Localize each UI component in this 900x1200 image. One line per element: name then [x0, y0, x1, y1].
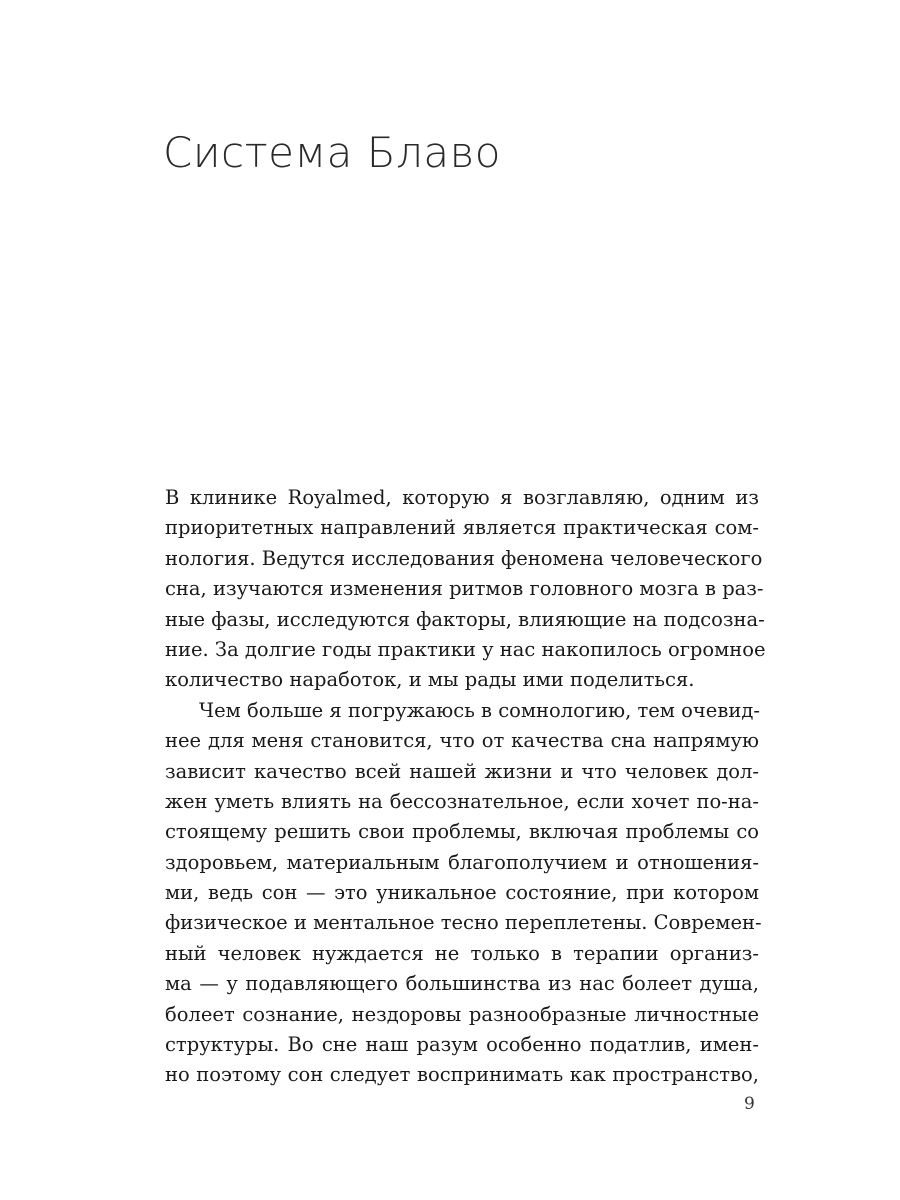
text-line: ние. За долгие годы практики у нас накопилось огромное — [165, 637, 766, 661]
text-line: жен уметь влиять на бессознательное, если хочет по-на- — [165, 789, 759, 813]
text-line: болеет сознание, нездоровы разнообразные личностные — [165, 1002, 759, 1026]
page-number: 9 — [744, 1094, 755, 1114]
text-line: ный человек нуждается не только в терапии организ- — [165, 941, 759, 965]
text-line: здоровьем, материальным благополучием и отношения- — [165, 850, 759, 874]
text-line: В клинике Royalmed, которую я возглавляю, одним из — [165, 486, 759, 509]
text-line: физическое и ментальное тесно переплетены. Современ- — [165, 911, 762, 935]
text-line: но поэтому сон следует воспринимать как пространство, — [165, 1063, 759, 1087]
text-line: структуры. Во сне наш разум особенно податлив, имен- — [165, 1033, 759, 1057]
text-line: нее для меня становится, что от качества сна напрямую — [165, 729, 759, 753]
text-line: зависит качество всей нашей жизни и что человек дол- — [165, 759, 759, 783]
paragraph-1 — [165, 483, 766, 696]
text-line: количество наработок, и мы рады ими поделиться. — [165, 668, 695, 692]
text-line: нология. Ведутся исследования феномена человеческого — [165, 546, 763, 570]
text-line: Чем больше я погружаюсь в сомнологию, тем очевид- — [199, 698, 760, 722]
text-line: ми, ведь сон — это уникальное состояние, при котором — [165, 881, 759, 905]
paragraph-2 — [165, 696, 762, 1091]
text-line: приоритетных направлений является практическая сом- — [165, 516, 759, 540]
body-text — [165, 483, 766, 1091]
chapter-title: Система Блаво — [163, 128, 501, 177]
text-line: ные фазы, исследуются факторы, влияющие на подсозна- — [165, 607, 765, 631]
text-line: стоящему решить свои проблемы, включая проблемы со — [165, 820, 759, 844]
text-line: ма — у подавляющего большинства из нас болеет душа, — [165, 972, 759, 996]
text-line: сна, изучаются изменения ритмов головного мозга в раз- — [165, 577, 764, 601]
